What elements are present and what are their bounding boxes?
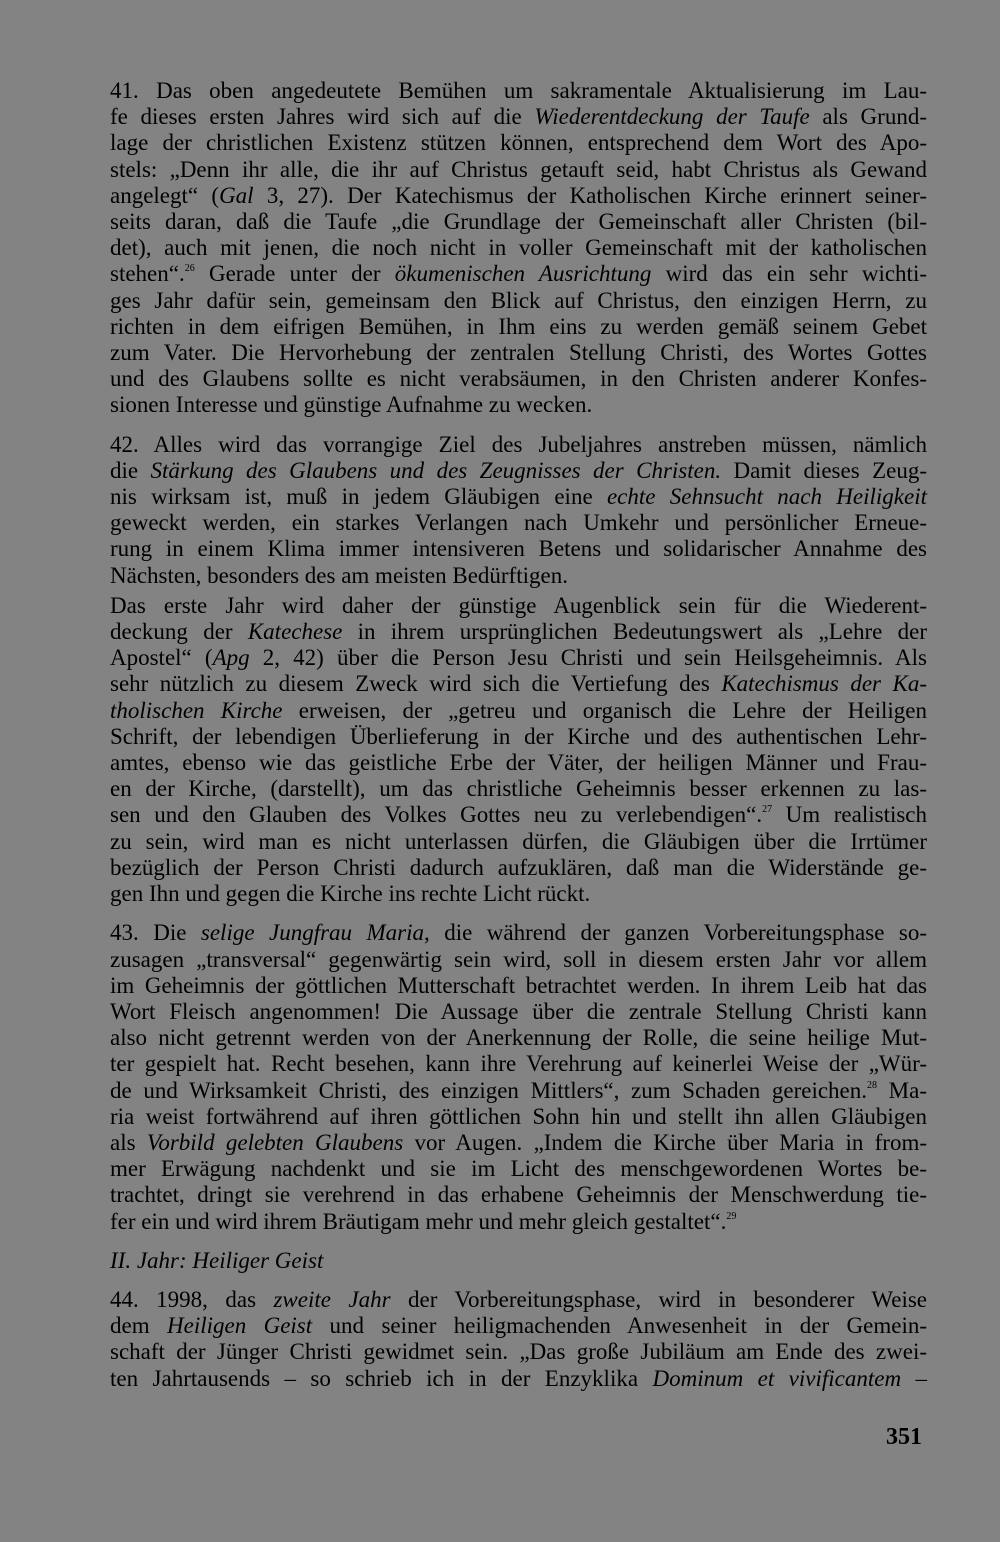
section-heading: II. Jahr: Heiliger Geist bbox=[110, 1247, 324, 1273]
text-line: richten in dem eifrigen Bemühen, in Ihm eins zu werden gemäß seinem Gebet bbox=[110, 313, 927, 339]
text-line: seits daran, daß die Taufe „die Grundlage der Gemeinschaft aller Christen (bil- bbox=[110, 209, 927, 235]
page-body bbox=[110, 78, 927, 1392]
text-line: zum Vater. Die Hervorhebung der zentralen Stellung Christi, des Wortes Gottes bbox=[110, 340, 927, 366]
text-line: 43. Die selige Jungfrau Maria, die während der ganzen Vorbereitungsphase so- bbox=[110, 920, 927, 946]
text-line: amtes, ebenso wie das geistliche Erbe der Väter, der heiligen Männer und Frau- bbox=[110, 750, 927, 776]
text-line: 42. Alles wird das vorrangige Ziel des Jubeljahres anstreben müssen, nämlich bbox=[110, 431, 927, 457]
paragraph-42 bbox=[110, 432, 927, 589]
text-line: ria weist fortwährend auf ihren göttlichen Sohn hin und stellt ihn allen Gläubigen bbox=[110, 1103, 927, 1129]
text-line: ter gespielt hat. Recht besehen, kann ihre Verehrung auf keinerlei Weise der „Wür- bbox=[110, 1051, 927, 1077]
page-number: 351 bbox=[886, 1424, 922, 1450]
text-line: also nicht getrennt werden von der Anerkennung der Rolle, die seine heilige Mut- bbox=[110, 1025, 927, 1051]
text-line: stehen“.$^{26}$ Gerade unter der ökumenischen Ausrichtung wird das ein sehr wichti- bbox=[110, 261, 928, 287]
text-line: Wort Fleisch angenommen! Die Aussage über die zentrale Stellung Christi kann bbox=[110, 998, 927, 1024]
text-line: trachtet, dringt sie verehrend in das erhabene Geheimnis der Menschwerdung tie- bbox=[110, 1182, 927, 1208]
text-line: de und Wirksamkeit Christi, des einzigen Mittlers“, zum Schaden gereichen.$^{28}$ Ma- bbox=[110, 1077, 927, 1103]
footnote-marker: 29 bbox=[726, 1210, 737, 1222]
text-line: ges Jahr dafür sein, gemeinsam den Blick auf Christus, den einzigen Herrn, zu bbox=[110, 287, 927, 313]
text-line: schaft der Jünger Christi gewidmet sein. „Das große Jubiläum am Ende des zwei- bbox=[110, 1339, 927, 1365]
text-line: 41. Das oben angedeutete Bemühen um sakramentale Aktualisierung im Lau- bbox=[110, 78, 927, 103]
text-line: tholischen Kirche erweisen, der „getreu und organisch die Lehre der Heiligen bbox=[110, 697, 927, 723]
text-line: fer ein und wird ihrem Bräutigam mehr und mehr gleich gestaltet“.$^{29}$ bbox=[110, 1208, 737, 1234]
footnote-marker: 27 bbox=[762, 804, 773, 816]
text-line: Schrift, der lebendigen Überlieferung in der Kirche und des authentischen Lehr- bbox=[110, 723, 927, 749]
text-line: deckung der Katechese in ihrem ursprünglichen Bedeutungswert als „Lehre der bbox=[110, 619, 927, 645]
text-line: nis wirksam ist, muß in jedem Gläubigen eine echte Sehnsucht nach Heiligkeit bbox=[110, 484, 927, 510]
text-line: 44. 1998, das zweite Jahr der Vorbereitungsphase, wird in besonderer Weise bbox=[110, 1286, 927, 1312]
footnote-marker: 28 bbox=[867, 1079, 878, 1091]
text-line: mer Erwägung nachdenkt und sie im Licht des menschgewordenen Wortes be- bbox=[110, 1156, 927, 1182]
text-line: ten Jahrtausends – so schrieb ich in der Enzyklika Dominum et vivificantem – bbox=[110, 1365, 927, 1391]
text-line: Apostel“ (Apg 2, 42) über die Person Jesu Christi und sein Heilsgeheimnis. Als bbox=[110, 645, 927, 671]
text-line: und des Glaubens sollte es nicht verabsäumen, in den Christen anderer Konfes- bbox=[110, 366, 927, 392]
paragraph-42-continued bbox=[110, 593, 927, 907]
text-line: die Stärkung des Glaubens und des Zeugnisses der Christen. Damit dieses Zeug- bbox=[110, 457, 927, 483]
text-line: gen Ihn und gegen die Kirche ins rechte Licht rückt. bbox=[110, 881, 591, 907]
text-line: det), auch mit jenen, die noch nicht in voller Gemeinschaft mit der katholischen bbox=[110, 235, 927, 261]
text-line: en der Kirche, (darstellt), um das christliche Geheimnis besser erkennen zu las- bbox=[110, 776, 927, 802]
text-line: Das erste Jahr wird daher der günstige Augenblick sein für die Wiederent- bbox=[110, 592, 927, 618]
text-line: zusagen „transversal“ gegenwärtig sein wird, soll in diesem ersten Jahr vor allem bbox=[110, 946, 927, 972]
text-line: zu sein, wird man es nicht unterlassen dürfen, die Gläubigen über die Irrtümer bbox=[110, 828, 927, 854]
text-line: bezüglich der Person Christi dadurch aufzuklären, daß man die Widerstände ge- bbox=[110, 854, 927, 880]
text-line: sen und den Glauben des Volkes Gottes neu zu verlebendigen“.$^{27}$ Um realistisch bbox=[110, 802, 928, 828]
paragraph-41 bbox=[110, 78, 927, 419]
text-line: im Geheimnis der göttlichen Mutterschaft betrachtet werden. In ihrem Leib hat das bbox=[110, 972, 927, 998]
text-line: Nächsten, besonders des am meisten Bedürftigen. bbox=[110, 562, 568, 588]
text-line: angelegt“ (Gal 3, 27). Der Katechismus der Katholischen Kirche erinnert seiner- bbox=[110, 182, 927, 208]
paragraph-44 bbox=[110, 1287, 927, 1392]
text-line: lage der christlichen Existenz stützen können, entsprechend dem Wort des Apo- bbox=[110, 130, 927, 156]
paragraph-43 bbox=[110, 920, 927, 1234]
text-line: stels: „Denn ihr alle, die ihr auf Christus getauft seid, habt Christus als Gewand bbox=[110, 156, 927, 182]
text-line: sehr nützlich zu diesem Zweck wird sich die Vertiefung des Katechismus der Ka- bbox=[110, 671, 927, 697]
text-line: als Vorbild gelebten Glaubens vor Augen. „Indem die Kirche über Maria in from- bbox=[110, 1129, 927, 1155]
text-line: rung in einem Klima immer intensiveren Betens und solidarischer Annahme des bbox=[110, 536, 927, 562]
text-line: geweckt werden, ein starkes Verlangen nach Umkehr und persönlicher Erneue- bbox=[110, 510, 927, 536]
text-line: dem Heiligen Geist und seiner heiligmachenden Anwesenheit in der Gemein- bbox=[110, 1313, 927, 1339]
footnote-marker: 26 bbox=[184, 263, 195, 275]
text-line: fe dieses ersten Jahres wird sich auf die Wiederentdeckung der Taufe als Grund- bbox=[110, 104, 927, 130]
text-line: sionen Interesse und günstige Aufnahme zu wecken. bbox=[110, 392, 593, 418]
